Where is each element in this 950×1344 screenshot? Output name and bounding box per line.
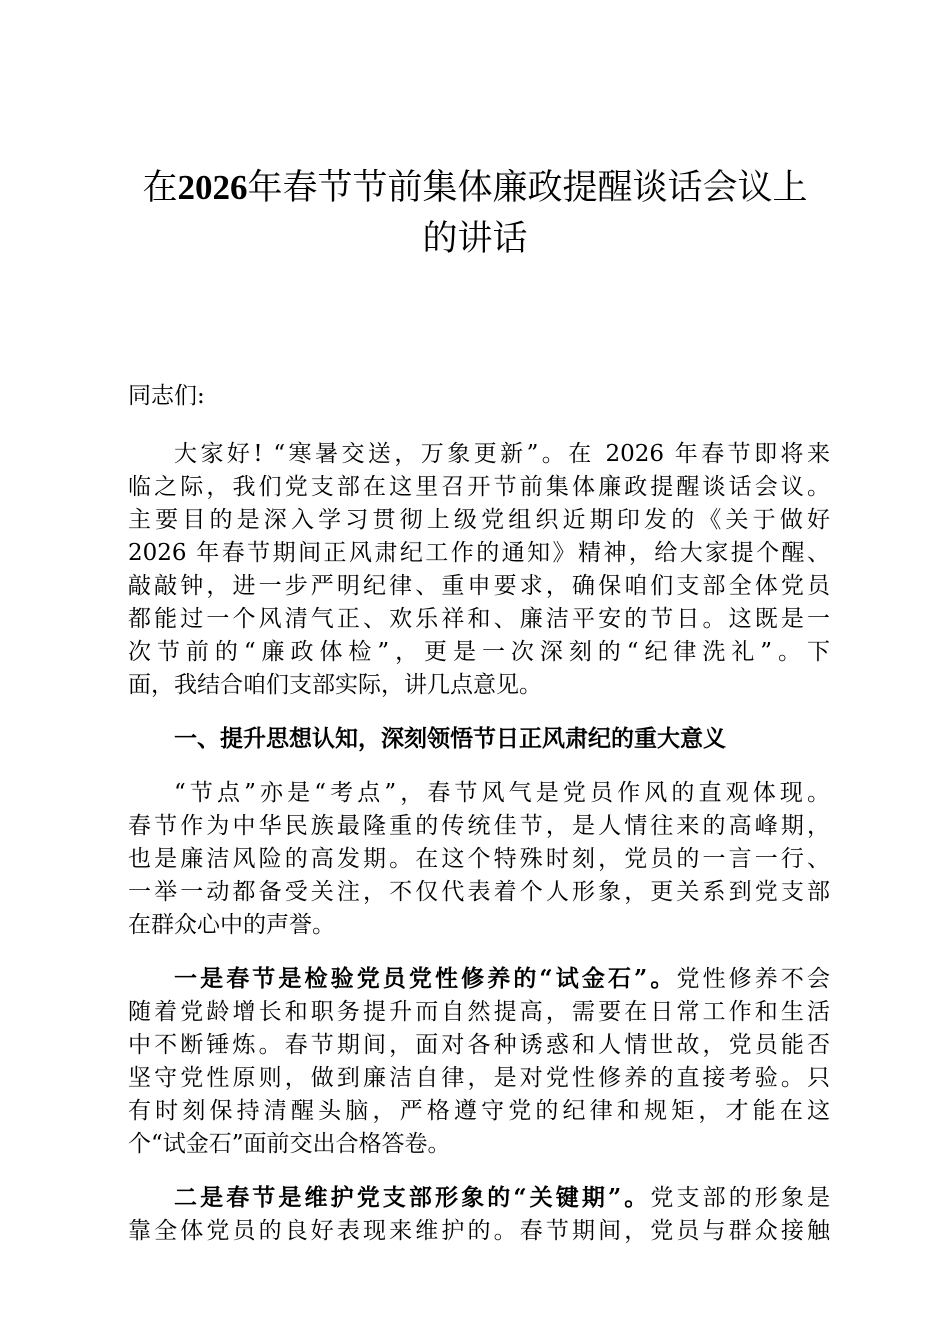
title-suffix: 年春节节前集体廉政提醒谈话会议上 <box>247 168 808 208</box>
section-heading-1: 一、提升思想认知，深刻领悟节日正风肃纪的重大意义 <box>174 725 726 752</box>
paragraph-line: 临之际，我们党支部在这里召开节前集体廉政提醒谈话会议。 <box>128 474 830 500</box>
point-2-lead-rest: 党支部的形象是 <box>650 1185 830 1211</box>
document-body <box>128 380 830 1268</box>
paragraph-line <box>128 962 830 996</box>
paragraph-line: 敲敲钟，进一步严明纪律、重申要求，确保咱们支部全体党员 <box>128 573 830 599</box>
document-title <box>120 162 830 265</box>
paragraph-line: 都能过一个风清气正、欢乐祥和、廉洁平安的节日。这既是一 <box>128 606 830 632</box>
paragraph-line: 面，我结合咱们支部实际，讲几点意见。 <box>128 672 542 698</box>
section1-paragraph <box>128 777 830 942</box>
point-1-lead: 一是春节是检验党员党性修养的“试金石”。 <box>174 965 677 992</box>
paragraph-line: “节点”亦是“考点”，春节风气是党员作风的直观体现。 <box>174 780 830 806</box>
point-2-lead: 二是春节是维护党支部形象的“关键期”。 <box>174 1184 651 1211</box>
paragraph-line <box>128 1181 830 1215</box>
paragraph-line: 有时刻保持清醒头脑，严格遵守党的纪律和规矩，才能在这 <box>128 1098 830 1124</box>
intro-paragraph <box>128 438 830 702</box>
paragraph-line: 次节前的“廉政体检”，更是一次深刻的“纪律洗礼”。下 <box>128 639 830 665</box>
paragraph-line: 春节作为中华民族最隆重的传统佳节，是人情往来的高峰期， <box>128 813 830 839</box>
paragraph-line: 个“试金石”面前交出合格答卷。 <box>128 1131 451 1157</box>
salutation: 同志们: <box>128 383 205 409</box>
paragraph-line: 随着党龄增长和职务提升而自然提高，需要在日常工作和生活 <box>128 999 830 1025</box>
point-1-paragraph <box>128 962 830 1161</box>
paragraph-line: 2026 年春节期间正风肃纪工作的通知》精神，给大家提个醒、 <box>128 540 830 566</box>
paragraph-line: 主要目的是深入学习贯彻上级党组织近期印发的《关于做好 <box>128 507 830 533</box>
paragraph-line: 靠全体党员的良好表现来维护的。春节期间，党员与群众接触 <box>128 1218 830 1244</box>
paragraph-line: 也是廉洁风险的高发期。在这个特殊时刻，党员的一言一行、 <box>128 846 830 872</box>
title-line-2: 的讲话 <box>422 219 528 259</box>
paragraph-line: 坚守党性原则，做到廉洁自律，是对党性修养的直接考验。只 <box>128 1065 830 1091</box>
title-prefix: 在 <box>142 168 178 208</box>
paragraph-line: 大家好! “寒暑交送，万象更新”。在 2026 年春节即将来 <box>174 441 830 467</box>
point-1-lead-rest: 党性修养不会 <box>676 966 830 992</box>
paragraph-line: 中不断锤炼。春节期间，面对各种诱惑和人情世故，党员能否 <box>128 1032 830 1058</box>
title-year: 2026 <box>177 168 248 207</box>
paragraph-line: 在群众心中的声誉。 <box>128 912 335 938</box>
paragraph-line: 一举一动都备受关注，不仅代表着个人形象，更关系到党支部 <box>128 879 830 905</box>
point-2-paragraph <box>128 1181 830 1248</box>
title-line-1 <box>120 162 830 214</box>
